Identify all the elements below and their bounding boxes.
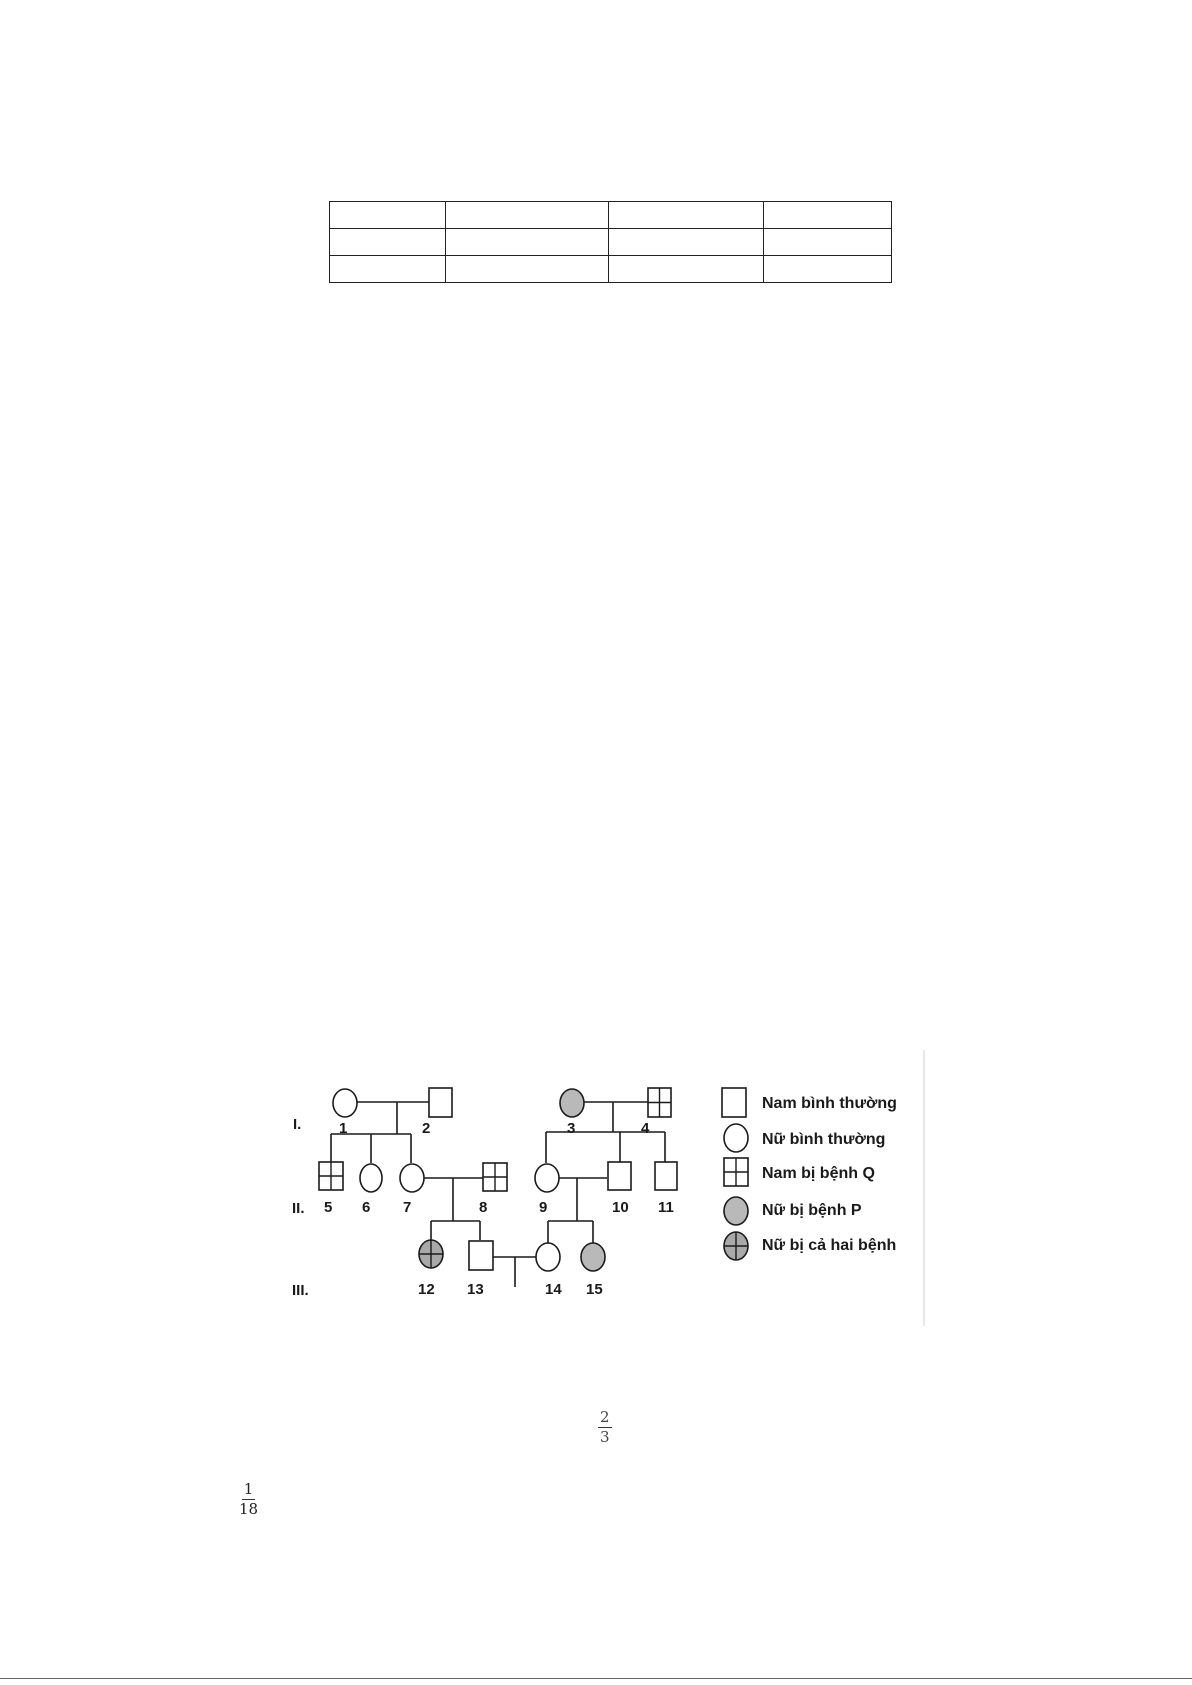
label-15: 15 [586,1281,603,1298]
generation-label-1: I. [293,1116,302,1133]
label-8: 8 [479,1199,488,1216]
individual-6 [360,1164,382,1192]
individual-1 [333,1089,357,1117]
individual-11 [655,1162,677,1190]
individual-8 [483,1163,507,1191]
label-11: 11 [658,1199,674,1216]
individual-13 [469,1241,493,1270]
label-10: 10 [612,1199,629,1216]
table-row [330,256,892,283]
svg-text:Nam bị bệnh Q: Nam bị bệnh Q [762,1165,875,1182]
table-cell [609,229,764,256]
table-cell [446,256,609,283]
table-cell [609,202,764,229]
legend-item-male-disease-q [724,1158,875,1186]
legend-item-female-disease-p [724,1197,862,1225]
svg-text:Nam bình thường: Nam bình thường [762,1095,897,1112]
table-cell [330,202,446,229]
label-4: 4 [641,1120,650,1137]
table-cell [764,229,892,256]
label-12: 12 [418,1281,435,1298]
label-1: 1 [339,1120,348,1137]
label-5: 5 [324,1199,333,1216]
label-13: 13 [467,1281,484,1298]
generation-label-3: III. [292,1282,309,1299]
individual-9 [535,1164,559,1192]
generation-label-2: II. [292,1200,305,1217]
individual-15 [581,1243,605,1271]
individual-3 [560,1089,584,1117]
svg-text:Nữ bị bệnh P: Nữ bị bệnh P [762,1202,862,1219]
legend-item-female-normal [724,1124,885,1152]
label-2: 2 [422,1120,431,1137]
table-row [330,202,892,229]
fraction-numerator: 1 [243,1480,254,1498]
fraction-numerator: 2 [600,1408,610,1426]
pedigree-lines [331,1102,665,1287]
table-cell [764,256,892,283]
legend-item-female-both [724,1232,896,1260]
label-3: 3 [567,1120,576,1137]
individual-5 [319,1162,343,1190]
pedigree-figure [262,1050,932,1332]
table-cell [446,229,609,256]
label-7: 7 [403,1199,412,1216]
svg-text:Nữ bị cả hai bệnh: Nữ bị cả hai bệnh [762,1237,897,1254]
empty-table [329,201,892,283]
page-bottom-rule [0,1678,1192,1679]
individual-14 [536,1243,560,1271]
label-9: 9 [539,1199,548,1216]
individual-4 [648,1088,671,1117]
table-cell [330,229,446,256]
individual-10 [608,1162,631,1190]
label-14: 14 [545,1281,562,1298]
fraction-one-eighteenth [239,1482,258,1517]
table-cell [609,256,764,283]
individual-12 [419,1240,443,1268]
table-cell [446,202,609,229]
table-row [330,229,892,256]
fraction-denominator: 3 [600,1428,610,1446]
fraction-two-thirds [598,1410,612,1445]
individual-2 [429,1088,452,1117]
fraction-denominator: 18 [239,1500,259,1518]
legend-item-male-normal [722,1088,897,1117]
legend [722,1088,897,1260]
label-6: 6 [362,1199,371,1216]
table-cell [764,202,892,229]
table-cell [330,256,446,283]
individual-7 [400,1164,424,1192]
svg-text:Nữ bình thường: Nữ bình thường [762,1131,886,1148]
